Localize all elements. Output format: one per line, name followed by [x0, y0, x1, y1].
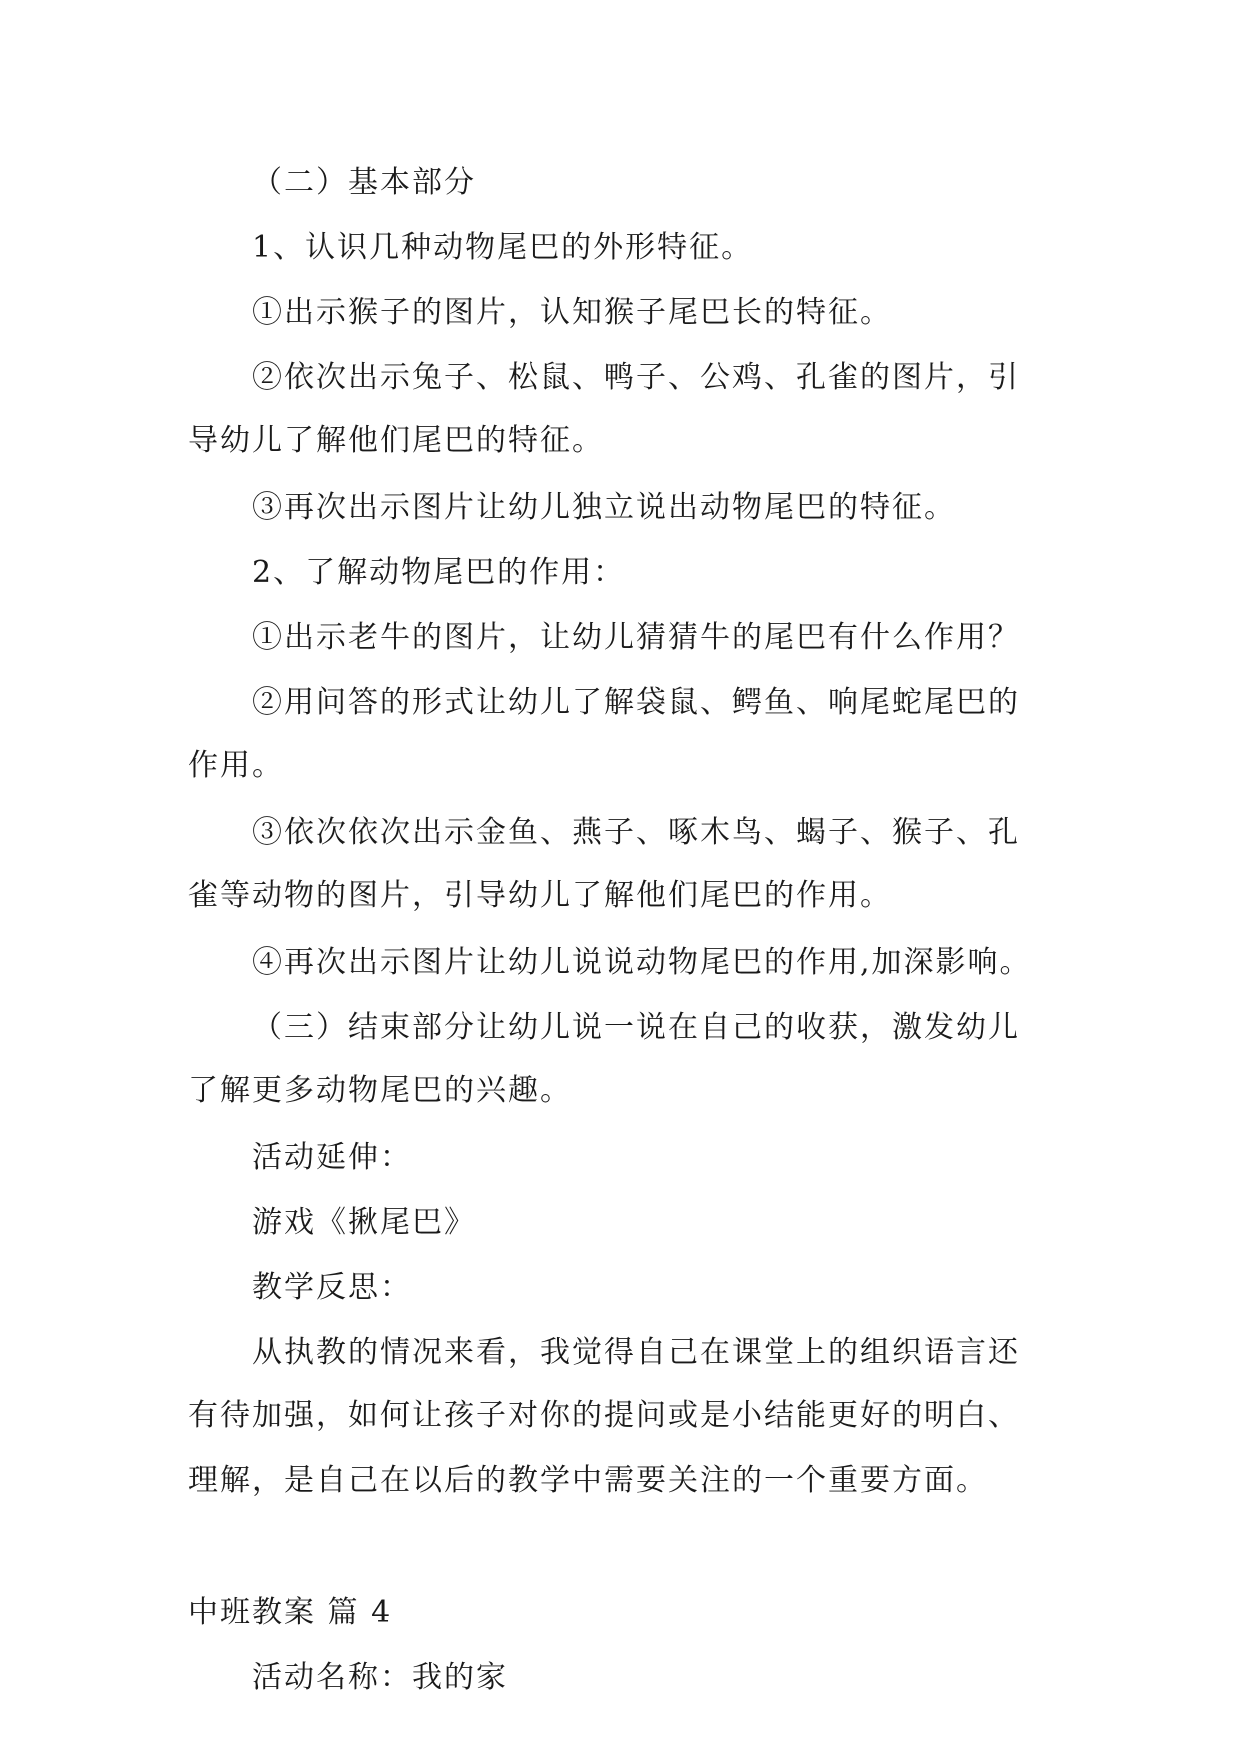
activity-name: 活动名称：我的家 — [252, 1660, 508, 1695]
paragraph-line: ③依次依次出示金鱼、燕子、啄木鸟、蝎子、猴子、孔 — [252, 815, 1020, 850]
item-2-heading: 2、了解动物尾巴的作用： — [252, 555, 626, 590]
paragraph-line: 了解更多动物尾巴的兴趣。 — [188, 1073, 572, 1108]
paragraph-line: ①出示老牛的图片，让幼儿猜猜牛的尾巴有什么作用？ — [252, 620, 1020, 655]
reflection-heading: 教学反思： — [252, 1270, 412, 1305]
game-title: 游戏《揪尾巴》 — [252, 1205, 476, 1240]
paragraph-line: ②依次出示兔子、松鼠、鸭子、公鸡、孔雀的图片，引 — [252, 360, 1020, 395]
paragraph-line: 作用。 — [188, 748, 284, 783]
paragraph-line: ③再次出示图片让幼儿独立说出动物尾巴的特征。 — [252, 490, 956, 525]
paragraph-line: ②用问答的形式让幼儿了解袋鼠、鳄鱼、响尾蛇尾巴的 — [252, 685, 1020, 720]
lesson-plan-title: 中班教案 篇 4 — [188, 1595, 393, 1630]
section-heading-ending: （三）结束部分让幼儿说一说在自己的收获，激发幼儿 — [252, 1010, 1020, 1045]
paragraph-line: ①出示猴子的图片，认知猴子尾巴长的特征。 — [252, 295, 892, 330]
paragraph-line: 雀等动物的图片，引导幼儿了解他们尾巴的作用。 — [188, 878, 892, 913]
paragraph-line: 理解，是自己在以后的教学中需要关注的一个重要方面。 — [188, 1463, 988, 1498]
extension-heading: 活动延伸： — [252, 1140, 412, 1175]
paragraph-line: 从执教的情况来看，我觉得自己在课堂上的组织语言还 — [252, 1335, 1020, 1370]
paragraph-line: 导幼儿了解他们尾巴的特征。 — [188, 423, 604, 458]
paragraph-line: ④再次出示图片让幼儿说说动物尾巴的作用,加深影响。 — [252, 945, 1032, 980]
paragraph-line: 有待加强，如何让孩子对你的提问或是小结能更好的明白、 — [188, 1398, 1020, 1433]
section-heading-basic: （二）基本部分 — [252, 165, 476, 200]
item-1-heading: 1、认识几种动物尾巴的外形特征。 — [252, 230, 754, 265]
